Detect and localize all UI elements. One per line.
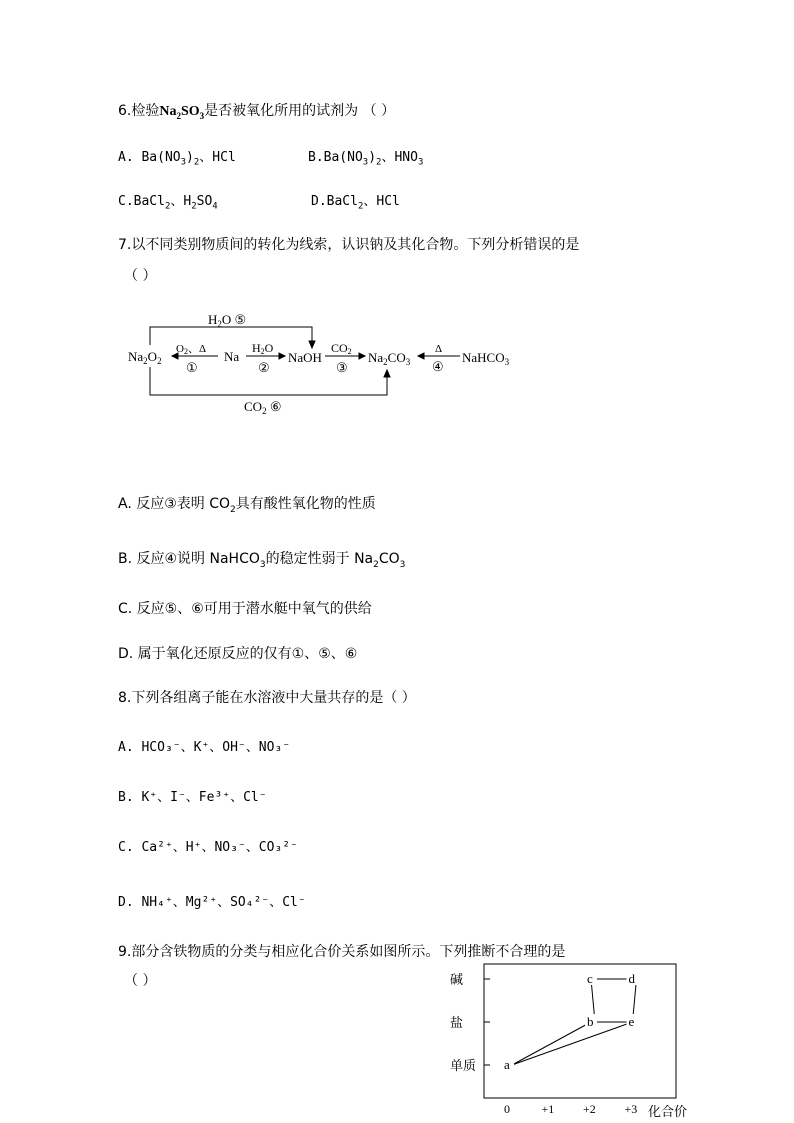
r3-arrowhead [359, 353, 365, 359]
q6-option-d[interactable]: D.BaCl$_2$、HCl [311, 194, 400, 212]
chart-y-tick-label: 单质 [450, 1058, 477, 1073]
chart-x-tick-label: +3 [624, 1102, 638, 1116]
q6-option-b[interactable]: $B.Ba(NO_3)_2$、$HNO_3$ [308, 150, 424, 168]
chart-frame [484, 964, 676, 1098]
chart-x-tick-label: +1 [541, 1102, 555, 1116]
q7-sodium-conversion-diagram [120, 305, 540, 420]
q7-option-c[interactable]: C. 反应⑤、⑥可用于潜水艇中氧气的供给 [118, 601, 372, 617]
chart-link-a-e [512, 1022, 633, 1065]
q6-option-c[interactable]: C.BaCl$_2$、$H_2SO_4$ [118, 194, 218, 212]
q8-stem: 8.下列各组离子能在水溶液中大量共存的是（ ） [118, 690, 416, 706]
r2-condition: H2O [252, 341, 274, 356]
chart-x-tick-label: 0 [504, 1102, 510, 1116]
chart-point-c: c [587, 971, 593, 986]
q7-stem: 7.以不同类别物质间的转化为线索，认识钠及其化合物。下列分析错误的是 [118, 237, 580, 253]
r2-number: ② [258, 360, 270, 375]
r5-path [150, 327, 312, 345]
node-na2co3: $Na_2CO_3$ [368, 350, 411, 367]
r4-number: ④ [432, 359, 444, 374]
q7-option-b[interactable]: B. 反应④说明 NaHCO$_3$的稳定性弱于 $Na_2CO_3$ [118, 551, 406, 570]
r4-condition: Δ [435, 343, 443, 355]
q9-iron-valence-chart [440, 958, 710, 1120]
r6-label: $CO_2$ ⑥ [244, 399, 282, 416]
r1-number: ① [186, 360, 198, 375]
q6-stem-text: 6.检验 [118, 103, 160, 119]
chart-y-tick-label: 盐 [450, 1015, 464, 1030]
q8-option-d[interactable]: D. NH₄⁺、Mg²⁺、SO₄²⁻、Cl⁻ [118, 895, 306, 910]
chart-point-d: d [628, 971, 635, 986]
r5-arrowhead [309, 341, 315, 348]
q7-option-d[interactable]: D. 属于氧化还原反应的仅有①、⑤、⑥ [118, 646, 358, 662]
r6-arrowhead [384, 370, 390, 377]
chart-point-b: b [587, 1014, 594, 1029]
q6-stem [118, 101, 395, 122]
q9-stem: 9.部分含铁物质的分类与相应化合价关系如图所示。下列推断不合理的是 [118, 944, 566, 960]
node-na: Na [224, 349, 240, 364]
chart-point-a: a [504, 1057, 510, 1072]
chart-point-e: e [628, 1014, 635, 1029]
chart-link-a-b [512, 1022, 591, 1065]
q6-stem-tail: 是否被氧化所用的试剂为 （ ） [204, 103, 396, 119]
r5-label: $H_2O$ ⑤ [208, 312, 247, 329]
q8-option-b[interactable]: B. K⁺、I⁻、Fe³⁺、Cl⁻ [118, 790, 267, 805]
r2-arrowhead [279, 353, 285, 359]
chart-y-tick-label: 碱 [450, 972, 464, 987]
chart-x-tick-label: +2 [583, 1102, 596, 1116]
r3-condition: CO2 [331, 341, 352, 356]
node-naoh: NaOH [288, 350, 322, 365]
q6-formula: $Na_2SO_3$ [159, 104, 205, 121]
q7-option-a[interactable]: A. 反应③表明 $CO_2$具有酸性氧化物的性质 [118, 496, 376, 515]
q8-option-c[interactable]: C. Ca²⁺、H⁺、NO₃⁻、CO₃²⁻ [118, 840, 298, 855]
chart-x-axis-label: 化合价 [648, 1105, 688, 1120]
r1-condition: O2、Δ [176, 343, 207, 356]
q8-option-a[interactable]: A. HCO₃⁻、K⁺、OH⁻、NO₃⁻ [118, 740, 291, 755]
r3-number: ③ [336, 360, 348, 375]
r4-arrowhead [418, 353, 424, 359]
q7-answer-paren: （ ） [124, 268, 157, 284]
node-na2o2: $Na_2O_2$ [128, 349, 162, 366]
node-nahco3: NaHCO$_3$ [462, 350, 510, 367]
q9-answer-paren: （ ） [124, 973, 157, 989]
q6-option-a[interactable]: A. $Ba(NO_3)_2$、HCl [118, 150, 236, 168]
